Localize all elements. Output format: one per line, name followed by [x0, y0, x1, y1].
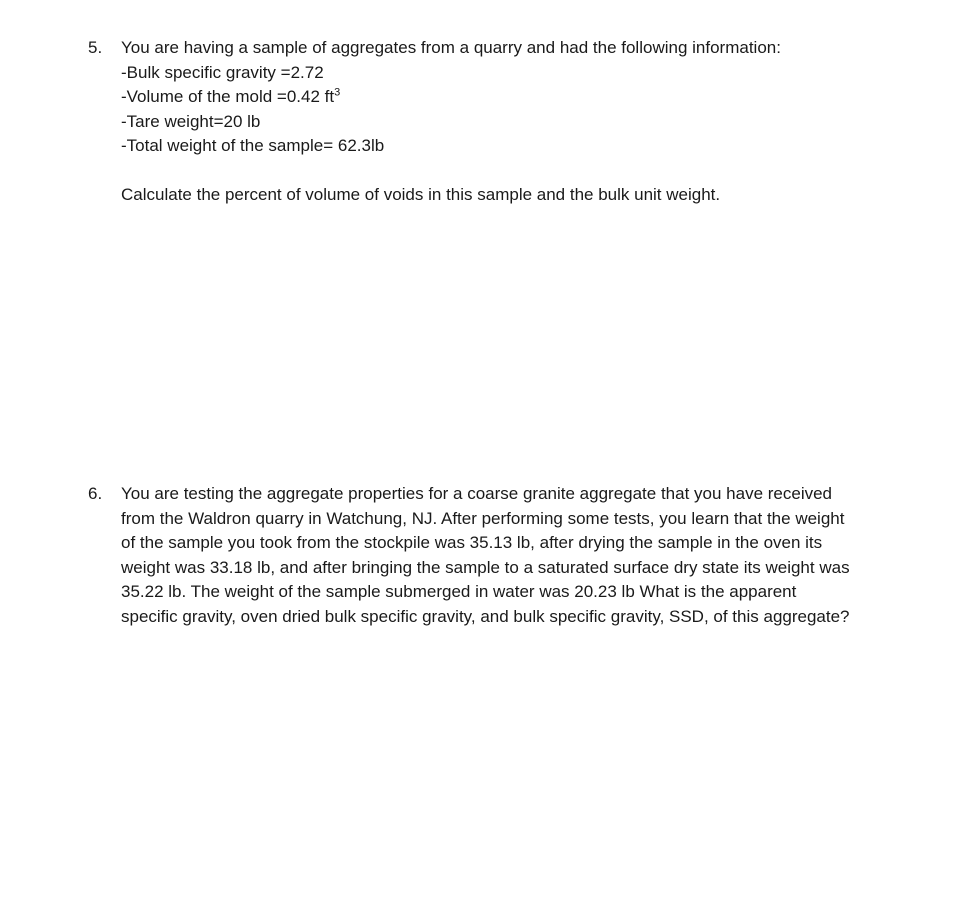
question-6: [88, 482, 868, 629]
question-6-body: [121, 482, 868, 629]
question-number: 6.: [88, 484, 103, 503]
question-5: [88, 36, 868, 207]
superscript: 3: [334, 86, 341, 99]
question-task: Calculate the percent of volume of voids in this sample and the bulk unit weight.: [121, 184, 721, 204]
question-intro: You are having a sample of aggregates from a quarry and had the following information:: [121, 38, 781, 57]
given-item: -Bulk specific gravity =2.72: [121, 62, 324, 82]
given-item: -Volume of the mold =0.42 $ft^3$: [121, 86, 341, 106]
question-text: You are testing the aggregate properties for a coarse granite aggregate that you have received from the Waldron quarry in Watchung, NJ. After performing some tests, you learn that the weight of the sample you took from the stockpile was 35.13 lb, after drying the sample in the oven its weight was 33.18 lb, and after bringing the sample to a saturated surface dry state its weight was 35.22 lb. The weight of the sample submerged in water was 20.23 lb What is the apparent specific gravity, oven dried bulk specific gravity, and bulk specific gravity, SSD, of this aggregate?: [121, 484, 850, 626]
question-5-body: [121, 36, 868, 207]
given-item: -Tare weight=20 lb: [121, 111, 261, 131]
question-6-row: [88, 482, 868, 629]
given-list: [121, 61, 868, 159]
given-item: -Total weight of the sample= 62.3lb: [121, 136, 385, 155]
question-5-row: [88, 36, 868, 207]
question-number: 5.: [88, 38, 103, 57]
